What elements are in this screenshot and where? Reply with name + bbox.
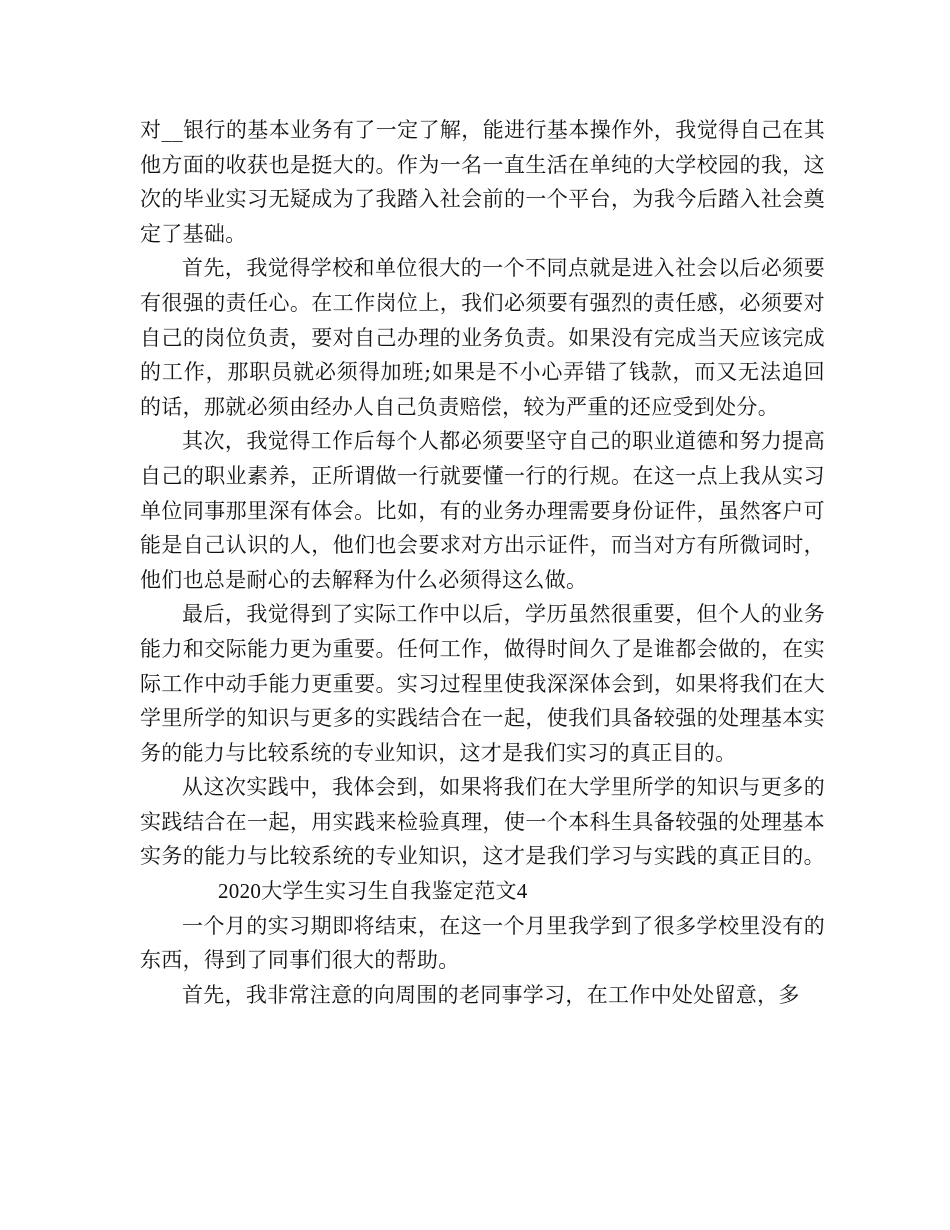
paragraph-3: 其次，我觉得工作后每个人都必须要坚守自己的职业道德和努力提高自己的职业素养，正所谓做一行就要懂一行的行规。在这一点上我从实习单位同事那里深有体会。比如，有的业务办理需要身份证件，虽然客户可能是自己认识的人，他们也会要求对方出示证件，而当对方有所微词时，他们也总是耐心的去解释为什么必须得这么做。 xyxy=(140,429,825,592)
paragraph-4: 最后，我觉得到了实际工作中以后，学历虽然很重要，但个人的业务能力和交际能力更为重要。任何工作，做得时间久了是谁都会做的，在实际工作中动手能力更重要。实习过程里使我深深体会到，如果将我们在大学里所学的知识与更多的实践结合在一起，使我们具备较强的处理基本实务的能力与比较系统的专业知识，这才是我们实习的真正目的。 xyxy=(140,602,825,765)
paragraph-6: 一个月的实习期即将结束，在这一个月里我学到了很多学校里没有的东西，得到了同事们很大的帮助。 xyxy=(140,913,825,973)
document-body xyxy=(140,113,825,1012)
section-heading: 2020大学生实习生自我鉴定范文4 xyxy=(218,879,528,904)
paragraph-7: 首先，我非常注意的向周围的老同事学习，在工作中处处留意，多 xyxy=(182,982,800,1007)
paragraph-1: 对__银行的基本业务有了一定了解，能进行基本操作外，我觉得自己在其他方面的收获也是挺大的。作为一名一直生活在单纯的大学校园的我，这次的毕业实习无疑成为了我踏入社会前的一个平台，为我今后踏入社会奠定了基础。 xyxy=(140,118,825,246)
paragraph-2: 首先，我觉得学校和单位很大的一个不同点就是进入社会以后必须要有很强的责任心。在工作岗位上，我们必须要有强烈的责任感，必须要对自己的岗位负责，要对自己办理的业务负责。如果没有完成当天应该完成的工作，那职员就必须得加班;如果是不小心弄错了钱款，而又无法追回的话，那就必须由经办人自己负责赔偿，较为严重的还应受到处分。 xyxy=(140,256,825,419)
paragraph-5 xyxy=(140,770,825,908)
closing-paragraph-text: 从这次实践中，我体会到，如果将我们在大学里所学的知识与更多的实践结合在一起，用实践来检验真理，使一个本科生具备较强的处理基本实务的能力与比较系统的专业知识，这才是我们学习与实践的真正目的。 xyxy=(140,775,825,869)
